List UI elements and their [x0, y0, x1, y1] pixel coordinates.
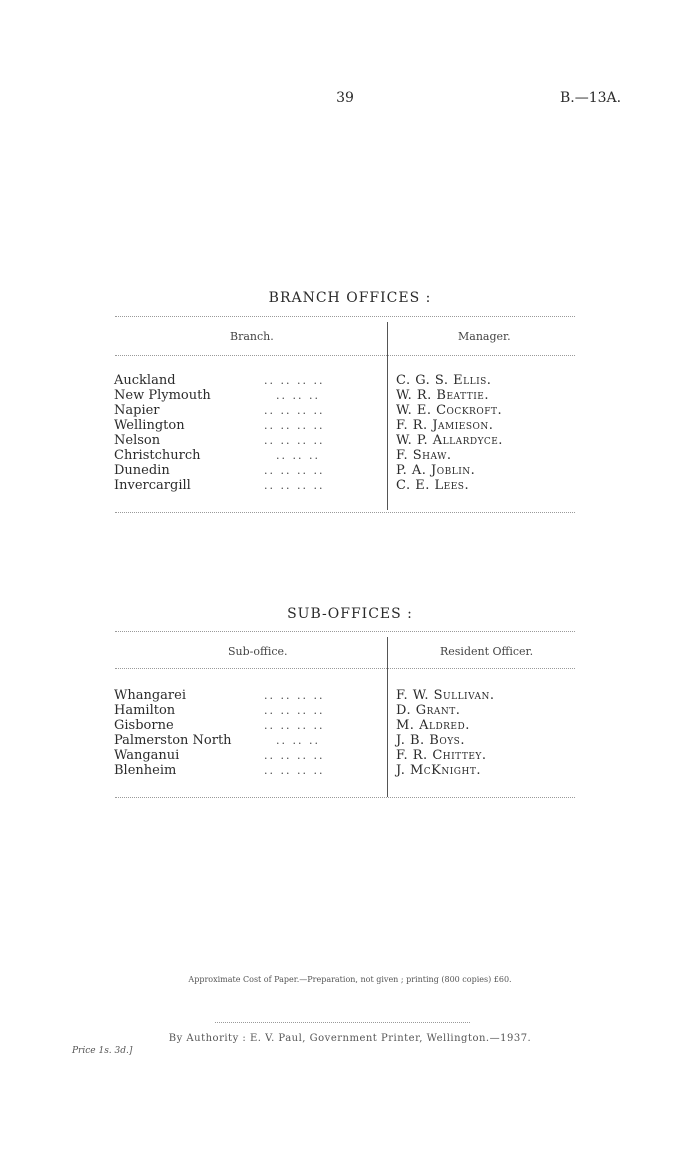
- sub-office-place: Whangarei: [114, 688, 186, 703]
- resident-officer-name: D. Grant.: [396, 703, 461, 718]
- leader-dots: .. .. ..: [276, 449, 320, 462]
- branch-place: Napier: [114, 403, 160, 418]
- branch-place: Nelson: [114, 433, 161, 448]
- column-header-branch: Branch.: [230, 330, 274, 343]
- header-rule: [115, 668, 575, 669]
- branch-place: Christchurch: [114, 448, 201, 463]
- table-row: [114, 463, 574, 478]
- document-code: B.—13A.: [560, 90, 622, 106]
- branch-place: Dunedin: [114, 463, 170, 478]
- manager-name: W. E. Cockroft.: [396, 403, 503, 418]
- branch-place: Auckland: [114, 373, 176, 388]
- table-row: [114, 763, 574, 778]
- footer-rule: [215, 1022, 470, 1023]
- resident-officer-name: M. Aldred.: [396, 718, 470, 733]
- table-row: [114, 403, 574, 418]
- branch-offices-heading: BRANCH OFFICES :: [268, 290, 432, 306]
- page-number: 39: [336, 90, 354, 106]
- cost-of-paper-note: Approximate Cost of Paper.—Preparation, not given ; printing (800 copies) £60.: [188, 975, 512, 984]
- branch-place: New Plymouth: [114, 388, 211, 403]
- leader-dots: .. .. .. ..: [264, 419, 325, 432]
- leader-dots: .. .. ..: [276, 389, 320, 402]
- manager-name: F. Shaw.: [396, 448, 452, 463]
- table-top-rule: [115, 316, 575, 317]
- manager-name: C. E. Lees.: [396, 478, 470, 493]
- table-bottom-rule: [115, 512, 575, 513]
- leader-dots: .. .. .. ..: [264, 764, 325, 777]
- header-rule: [115, 355, 575, 356]
- leader-dots: .. .. .. ..: [264, 719, 325, 732]
- table-row: [114, 748, 574, 763]
- resident-officer-name: J. B. Boys.: [396, 733, 465, 748]
- table-row: [114, 733, 574, 748]
- table-row: [114, 688, 574, 703]
- table-row: [114, 718, 574, 733]
- manager-name: C. G. S. Ellis.: [396, 373, 492, 388]
- manager-name: W. P. Allardyce.: [396, 433, 503, 448]
- sub-office-place: Gisborne: [114, 718, 174, 733]
- manager-name: W. R. Beattie.: [396, 388, 489, 403]
- branch-place: Wellington: [114, 418, 185, 433]
- table-row: [114, 418, 574, 433]
- resident-officer-name: F. W. Sullivan.: [396, 688, 495, 703]
- column-header-manager: Manager.: [458, 330, 511, 343]
- price-note: Price 1s. 3d.]: [72, 1046, 133, 1056]
- resident-officer-name: J. McKnight.: [396, 763, 481, 778]
- resident-officer-name: F. R. Chittey.: [396, 748, 487, 763]
- leader-dots: .. .. .. ..: [264, 704, 325, 717]
- table-row: [114, 388, 574, 403]
- column-header-resident-officer: Resident Officer.: [440, 645, 534, 658]
- sub-offices-heading: SUB-OFFICES :: [287, 606, 413, 622]
- table-row: [114, 433, 574, 448]
- sub-office-place: Palmerston North: [114, 733, 232, 748]
- table-row: [114, 448, 574, 463]
- leader-dots: .. .. .. ..: [264, 464, 325, 477]
- table-row: [114, 373, 574, 388]
- leader-dots: .. .. .. ..: [264, 374, 325, 387]
- branch-place: Invercargill: [114, 478, 191, 493]
- printer-authority-line: By Authority : E. V. Paul, Government Printer, Wellington.—1937.: [168, 1033, 532, 1044]
- column-header-sub-office: Sub-office.: [228, 645, 288, 658]
- manager-name: F. R. Jamieson.: [396, 418, 494, 433]
- leader-dots: .. .. .. ..: [264, 479, 325, 492]
- table-top-rule: [115, 631, 575, 632]
- table-row: [114, 703, 574, 718]
- leader-dots: .. .. .. ..: [264, 689, 325, 702]
- manager-name: P. A. Joblin.: [396, 463, 476, 478]
- leader-dots: .. .. .. ..: [264, 404, 325, 417]
- sub-office-place: Hamilton: [114, 703, 176, 718]
- sub-office-place: Blenheim: [114, 763, 177, 778]
- table-bottom-rule: [115, 797, 575, 798]
- leader-dots: .. .. .. ..: [264, 749, 325, 762]
- leader-dots: .. .. .. ..: [264, 434, 325, 447]
- leader-dots: .. .. ..: [276, 734, 320, 747]
- table-row: [114, 478, 574, 493]
- sub-office-place: Wanganui: [114, 748, 180, 763]
